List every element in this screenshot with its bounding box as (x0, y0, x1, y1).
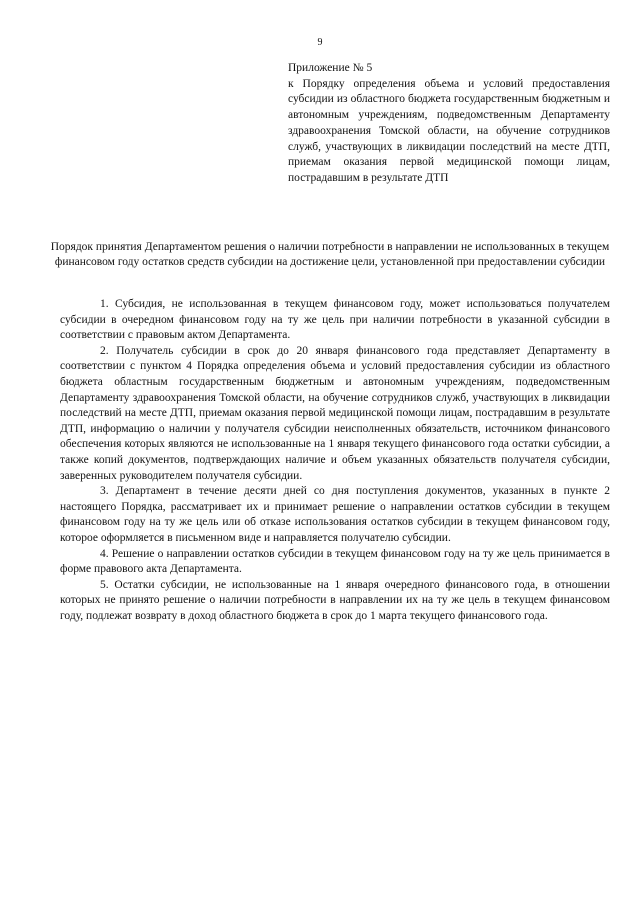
paragraph-3: 3. Департамент в течение десяти дней со дня поступления документов, указанных в пункте 2 настоящего Порядка, рассматривает их и принимает решение о направлении остатков субсидии в текущем финансовом году на ту же цель или об отказе использования остатков субсидии в текущем финансовом году, которое оформляется в письменном виде и направляется получателю субсидии. (60, 485, 610, 544)
paragraph-2: 2. Получатель субсидии в срок до 20 января финансового года представляет Департаменту в соответствии с пунктом 4 Порядка определения объема и условий предоставления субсидии из областного бюджета областным государственным бюджетным и автономным учреждениям, подведомственным Департаменту здравоохранения Томской области, на обучение сотрудников служб, участвующих в ликвидации последствий на месте ДТП, приемам оказания первой медицинской помощи лицам, пострадавшим в результате ДТП, информацию о наличии у получателя субсидии неисполненных обязательств, источником финансового обеспечения которых являются не использованные на 1 января текущего финансового года остатки субсидии, а также копий документов, подтверждающих наличие и объем указанных обязательств получателя субсидии, заверенных руководителем получателя субсидии. (60, 344, 610, 482)
appendix-block (288, 61, 610, 187)
appendix-text: к Порядку определения объема и условий предоставления субсидии из областного бюджета государственным бюджетным и автономным учреждениям, подведомственным Департаменту здравоохранения Томской области, на обучение сотрудников служб, участвующих в ликвидации последствий на месте ДТП, приемам оказания первой медицинской помощи лицам, пострадавшим в результате ДТП (288, 77, 610, 184)
paragraph-5: 5. Остатки субсидии, не использованные на 1 января очередного финансового года, в отношении которых не принято решение о наличии потребности в направлении их на ту же цель в текущем финансовом году, подлежат возврату в доход областного бюджета в срок до 1 марта текущего финансового года. (60, 578, 610, 622)
appendix-title: Приложение № 5 (288, 62, 373, 74)
document-body (60, 297, 610, 624)
paragraph-4: 4. Решение о направлении остатков субсидии в текущем финансовом году на ту же цель принимается в форме правового акта Департамента. (60, 547, 610, 576)
document-heading: Порядок принятия Департаментом решения о наличии потребности в направлении не использованных в текущем финансовом году остатков средств субсидии на достижение цели, установленной при предоставлении субсидии (50, 241, 610, 268)
page-number: 9 (317, 37, 323, 48)
paragraph-1: 1. Субсидия, не использованная в текущем финансовом году, может использоваться получателем субсидии в очередном финансовом году на ту же цель при наличии потребности в указанной субсидии в соответствии с правовым актом Департамента. (60, 298, 610, 342)
